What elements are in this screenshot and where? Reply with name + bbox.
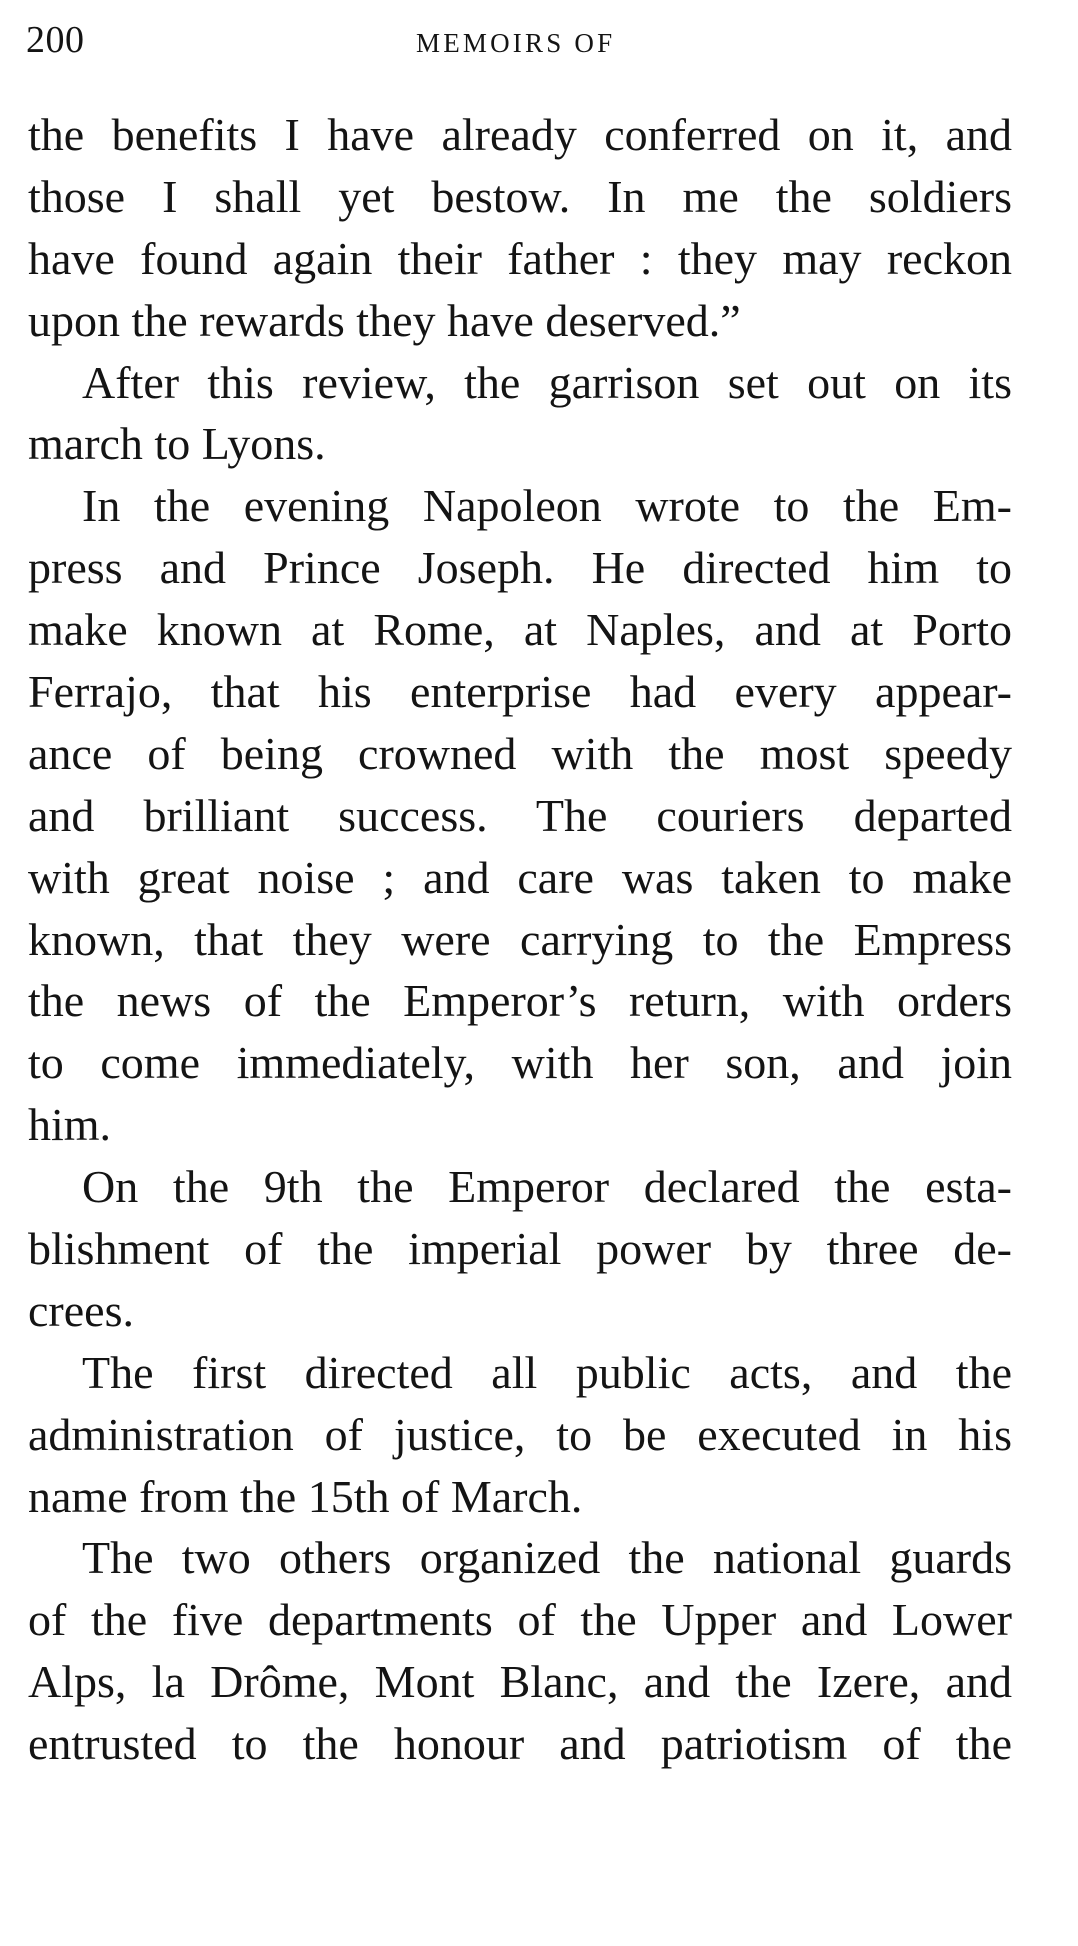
text-line: march to Lyons. xyxy=(28,418,326,470)
text-line: entrusted to the honour and patriotism of the xyxy=(28,1718,1012,1770)
text-line: The two others organized the national guards xyxy=(82,1532,1012,1584)
text-line: administration of justice, to be executed in his xyxy=(28,1408,1012,1460)
body-text xyxy=(28,104,1012,1775)
text-line: After this review, the garrison set out on its xyxy=(82,356,1012,408)
text-line: Ferrajo, that his enterprise had every appear- xyxy=(28,666,1012,718)
text-line: those I shall yet bestow. In me the soldiers xyxy=(28,170,1012,222)
text-line: crees. xyxy=(28,1284,134,1336)
text-line: of the five departments of the Upper and Lower xyxy=(28,1594,1012,1646)
text-line: name from the 15th of March. xyxy=(28,1470,583,1522)
page-number: 200 xyxy=(26,19,85,61)
text-line: On the 9th the Emperor declared the esta- xyxy=(82,1161,1012,1213)
text-line: blishment of the imperial power by three de- xyxy=(28,1223,1012,1275)
text-line: him. xyxy=(28,1099,112,1151)
text-line: ance of being crowned with the most speedy xyxy=(28,727,1012,779)
text-line: upon the rewards they have deserved.” xyxy=(28,294,741,346)
text-line: known, that they were carrying to the Empress xyxy=(28,913,1012,965)
text-line: The first directed all public acts, and the xyxy=(82,1346,1012,1398)
page-header xyxy=(26,14,1011,66)
text-line: the benefits I have already conferred on it, and xyxy=(28,109,1012,160)
text-line: the news of the Emperor’s return, with orders xyxy=(28,975,1012,1027)
text-line: Alps, la Drôme, Mont Blanc, and the Izere, and xyxy=(28,1656,1012,1708)
text-line: make known at Rome, at Naples, and at Porto xyxy=(28,604,1012,656)
text-line: and brilliant success. The couriers departed xyxy=(28,789,1012,841)
text-line: In the evening Napoleon wrote to the Em- xyxy=(82,480,1012,532)
text-line: with great noise ; and care was taken to make xyxy=(28,851,1012,903)
text-line: press and Prince Joseph. He directed him to xyxy=(28,542,1012,594)
text-line: have found again their father : they may reckon xyxy=(28,232,1012,284)
text-line: to come immediately, with her son, and join xyxy=(28,1037,1012,1089)
running-head: MEMOIRS OF xyxy=(416,28,616,58)
